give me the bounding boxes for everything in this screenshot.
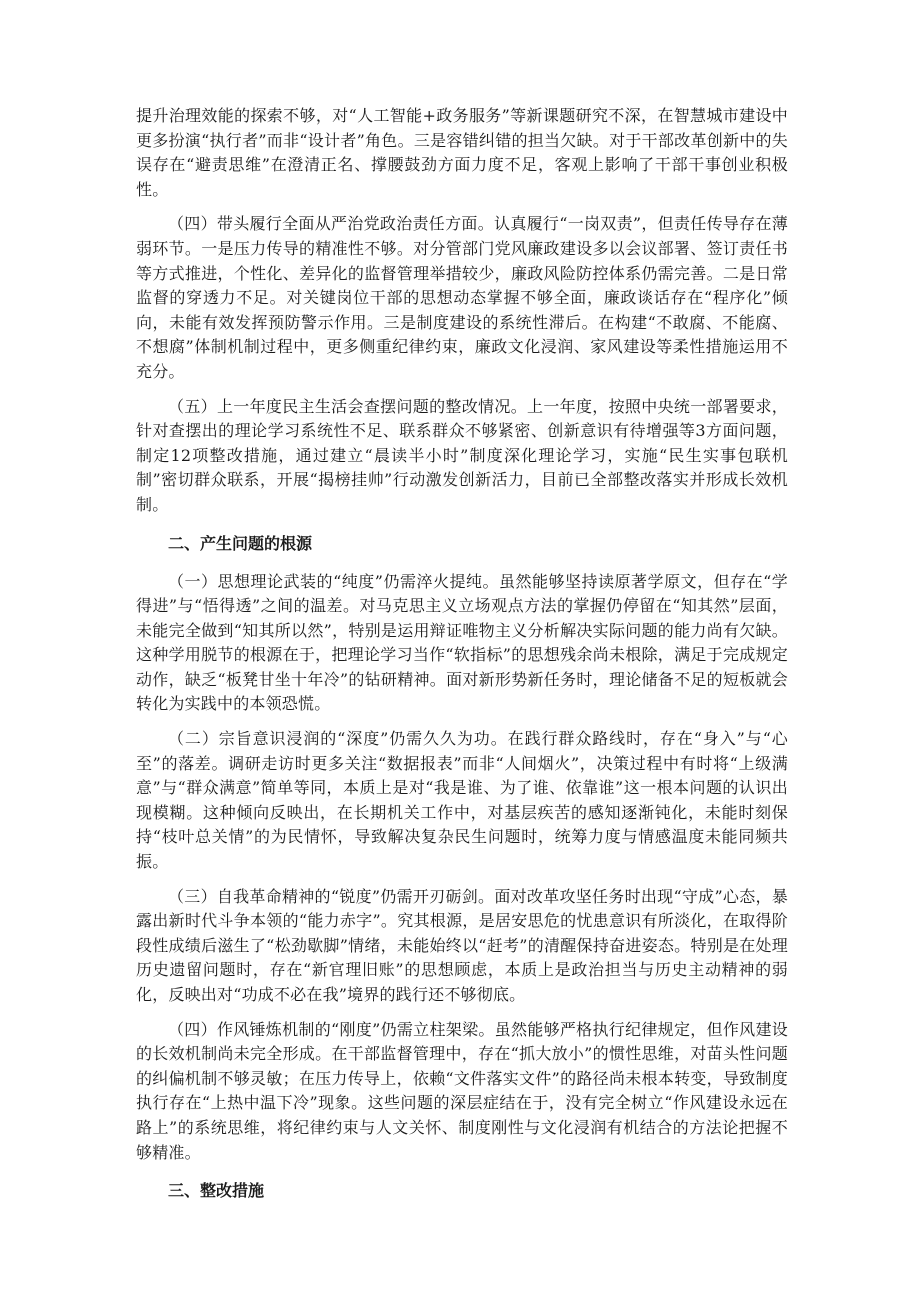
section-heading-measures: 三、整改措施 <box>168 1181 265 1201</box>
document-page <box>136 104 788 1217</box>
paragraph-party-responsibility: （四）带头履行全面从严治党政治责任方面。认真履行“一岗双责”，但责任传导存在薄弱环节。一是压力传导的精准性不够。对分管部门党风廉政建设多以会议部署、签订责任书等方式推进，个性化、差异化的监督管理举措较少，廉政风险防控体系仍需完善。二是日常监督的穿透力不足。对关键岗位干部的思想动态掌握不够全面，廉政谈话存在“程序化”倾向，未能有效发挥预防警示作用。三是制度建设的系统性滞后。在构建“不敢腐、不能腐、不想腐”体制机制过程中，更多侧重纪律约束，廉政文化浸润、家风建设等柔性措施运用不充分。 <box>136 214 788 381</box>
paragraph-purpose: （二）宗旨意识浸润的“深度”仍需久久为功。在践行群众路线时，存在“身入”与“心至”的落差。调研走访时更多关注“数据报表”而非“人间烟火”，决策过程中有时将“上级满意”与“群众满意”简单等同，本质上是对“我是谁、为了谁、依靠谁”这一根本问题的认识出现模糊。这种倾向反映出，在长期机关工作中，对基层疾苦的感知逐渐钝化，未能时刻保持“枝叶总关情”的为民情怀，导致解决复杂民生问题时，统筹力度与情感温度未能同频共振。 <box>136 729 788 872</box>
paragraph-work-style: （四）作风锤炼机制的“刚度”仍需立柱架梁。虽然能够严格执行纪律规定，但作风建设的长效机制尚未完全形成。在干部监督管理中，存在“抓大放小”的惯性思维，对苗头性问题的纠偏机制不够灵敏；在压力传导上，依赖“文件落实文件”的路径尚未根本转变，导致制度执行存在“上热中温下冷”现象。这些问题的深层症结在于，没有完全树立“作风建设永远在路上”的系统思维，将纪律约束与人文关怀、制度刚性与文化浸润有机结合的方法论把握不够精准。 <box>136 1019 788 1162</box>
paragraph-self-revolution: （三）自我革命精神的“锐度”仍需开刃砺剑。面对改革攻坚任务时出现“守成”心态，暴露出新时代斗争本领的“能力赤字”。究其根源，是居安思危的忧患意识有所淡化，在取得阶段性成绩后滋生了“松劲歇脚”情绪，未能始终以“赶考”的清醒保持奋进姿态。特别是在处理历史遗留问题时，存在“新官理旧账”的思想顾虑，本质上是政治担当与历史主动精神的弱化，反映出对“功成不必在我”境界的践行还不够彻底。 <box>136 886 788 1004</box>
paragraph-rectification-status: （五）上一年度民主生活会查摆问题的整改情况。上一年度，按照中央统一部署要求，针对查摆出的理论学习系统性不足、联系群众不够紧密、创新意识有待增强等3方面问题，制定12项整改措施，通过建立“晨读半小时”制度深化理论学习，实施“民生实事包联机制”密切群众联系，开展“揭榜挂帅”行动激发创新活力，目前已全部整改落实并形成长效机制。 <box>136 396 788 514</box>
paragraph-theory: （一）思想理论武装的“纯度”仍需淬火提纯。虽然能够坚持读原著学原文，但存在“学得进”与“悟得透”之间的温差。对马克思主义立场观点方法的掌握仍停留在“知其然”层面，未能完全做到“知其所以然”，特别是运用辩证唯物主义分析解决实际问题的能力尚有欠缺。这种学用脱节的根源在于，把理论学习当作“软指标”的思想残余尚未根除，满足于完成规定动作，缺乏“板凳甘坐十年冷”的钻研精神。面对新形势新任务时，理论储备不足的短板就会转化为实践中的本领恐慌。 <box>136 571 788 714</box>
section-heading-root-causes: 二、产生问题的根源 <box>168 533 313 553</box>
paragraph-continuation: 提升治理效能的探索不够，对“人工智能+政务服务”等新课题研究不深，在智慧城市建设中更多扮演“执行者”而非“设计者”角色。三是容错纠错的担当欠缺。对于干部改革创新中的失误存在“避责思维”在澄清正名、撑腰鼓劲方面力度不足，客观上影响了干部干事创业积极性。 <box>136 106 788 199</box>
